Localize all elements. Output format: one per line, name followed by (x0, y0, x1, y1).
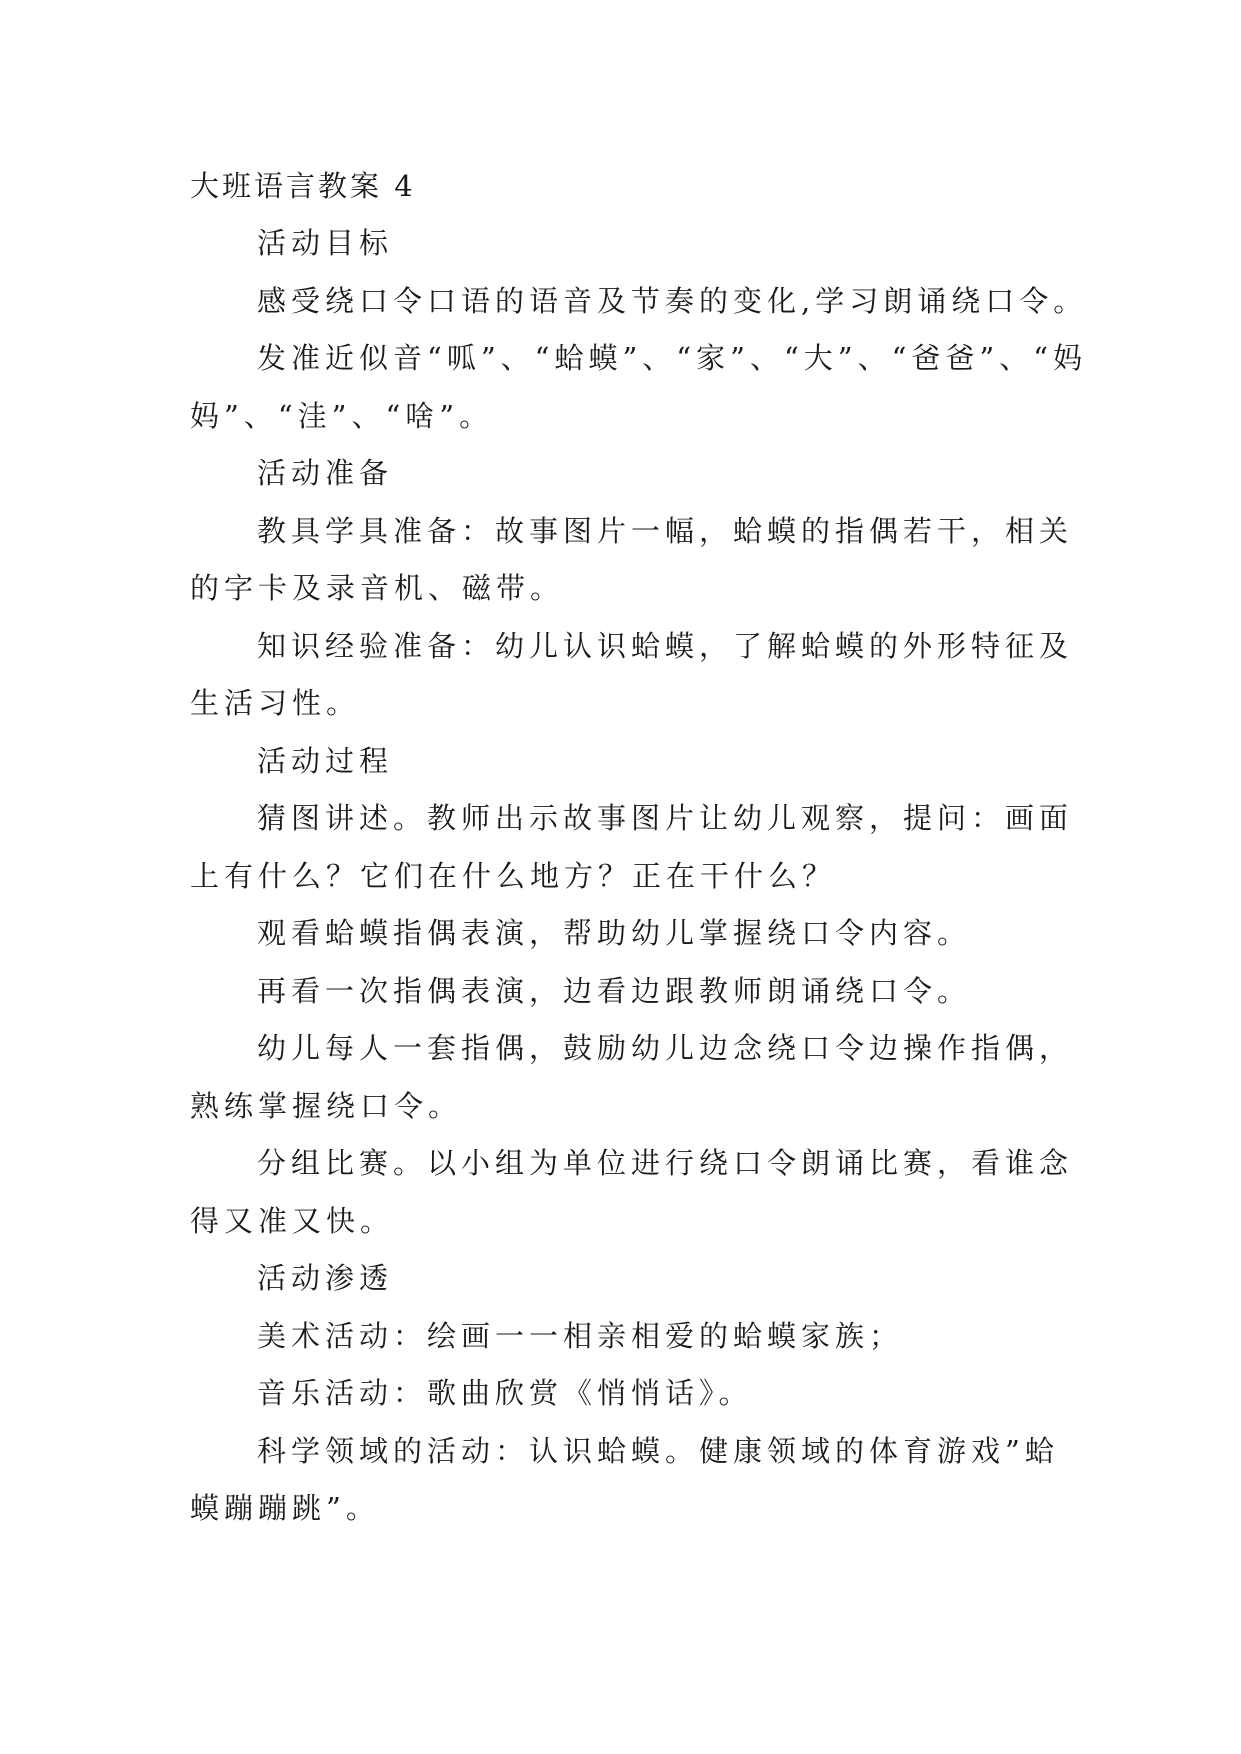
paragraph-line: 感受绕口令口语的语音及节奏的变化,学习朗诵绕口令。 (257, 284, 1088, 318)
paragraph-line: 蟆蹦蹦跳”。 (190, 1491, 380, 1525)
document-title: 大班语言教案 4 (190, 169, 416, 203)
paragraph-line: 教具学具准备：故事图片一幅，蛤蟆的指偶若干，相关 (257, 514, 1074, 548)
paragraph-line: 观看蛤蟆指偶表演，帮助幼儿掌握绕口令内容。 (257, 916, 972, 950)
paragraph-line: 上有什么？它们在什么地方？正在干什么？ (190, 859, 837, 893)
paragraph-line: 音乐活动：歌曲欣赏《悄悄话》。 (257, 1376, 753, 1410)
paragraph-line: 知识经验准备：幼儿认识蛤蟆，了解蛤蟆的外形特征及 (257, 629, 1074, 663)
paragraph-line: 发准近似音“呱”、“蛤蟆”、“家”、“大”、“爸爸”、“妈 (257, 341, 1088, 375)
paragraph-line: 幼儿每人一套指偶，鼓励幼儿边念绕口令边操作指偶， (257, 1031, 1074, 1065)
section-heading-process: 活动过程 (257, 744, 394, 778)
paragraph-line: 再看一次指偶表演，边看边跟教师朗诵绕口令。 (257, 974, 972, 1008)
paragraph-line: 科学领域的活动：认识蛤蟆。健康领域的体育游戏”蛤 (257, 1434, 1059, 1468)
paragraph-line: 美术活动：绘画一一相亲相爱的蛤蟆家族； (257, 1319, 904, 1353)
paragraph-line: 妈”、“洼”、“啥”。 (190, 399, 494, 433)
section-heading-preparation: 活动准备 (257, 456, 394, 490)
paragraph-line: 熟练掌握绕口令。 (190, 1089, 463, 1123)
paragraph-line: 猜图讲述。教师出示故事图片让幼儿观察，提问：画面 (257, 801, 1074, 835)
paragraph-line: 得又准又快。 (190, 1204, 395, 1238)
paragraph-line: 分组比赛。以小组为单位进行绕口令朗诵比赛，看谁念 (257, 1146, 1074, 1180)
paragraph-line: 生活习性。 (190, 686, 361, 720)
paragraph-line: 的字卡及录音机、磁带。 (190, 571, 565, 605)
section-heading-goals: 活动目标 (257, 226, 394, 260)
section-heading-extension: 活动渗透 (257, 1261, 394, 1295)
